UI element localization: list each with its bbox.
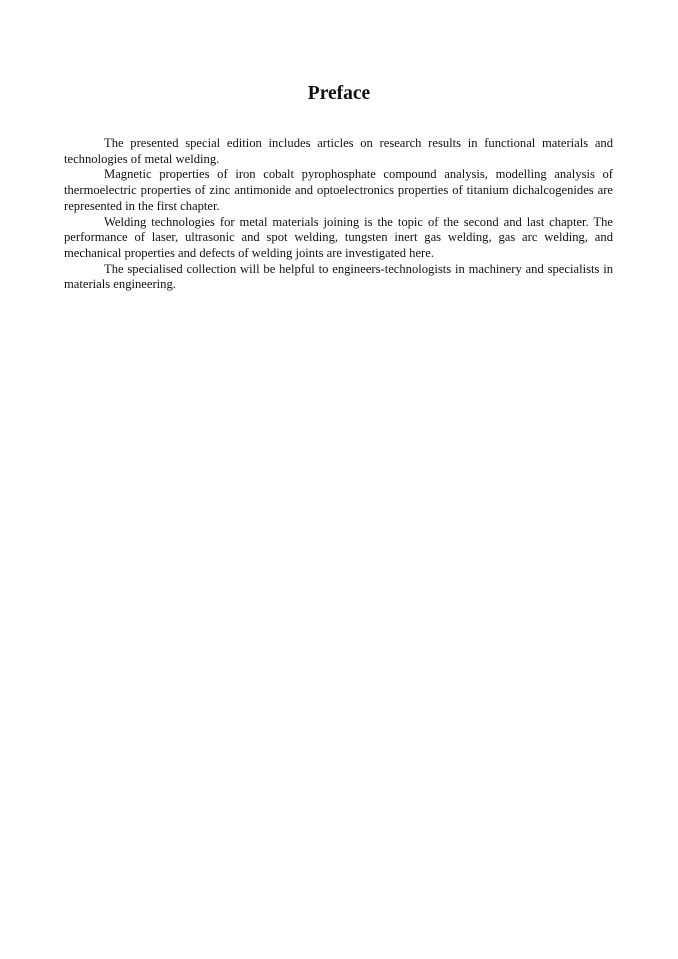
paragraph-audience: The specialised collection will be helpful to engineers-technologists in machinery and specialists in materials engineering. — [64, 261, 613, 292]
page-title: Preface — [307, 83, 371, 104]
paragraph-intro: The presented special edition includes articles on research results in functional materials and technologies of metal welding. — [64, 136, 613, 166]
paragraph-first-chapter: Magnetic properties of iron cobalt pyrophosphate compound analysis, modelling analysis of thermoelectric properties of zinc antimonide and optoelectronics properties of titanium dichalcogenides are represented in the first chapter. — [64, 167, 613, 213]
preface-body — [64, 136, 613, 293]
paragraph-second-chapter: Welding technologies for metal materials joining is the topic of the second and last chapter. The performance of laser, ultrasonic and spot welding, tungsten inert gas welding, gas arc welding, and mechanical properties and defects of welding joints are investigated here. — [64, 214, 613, 260]
